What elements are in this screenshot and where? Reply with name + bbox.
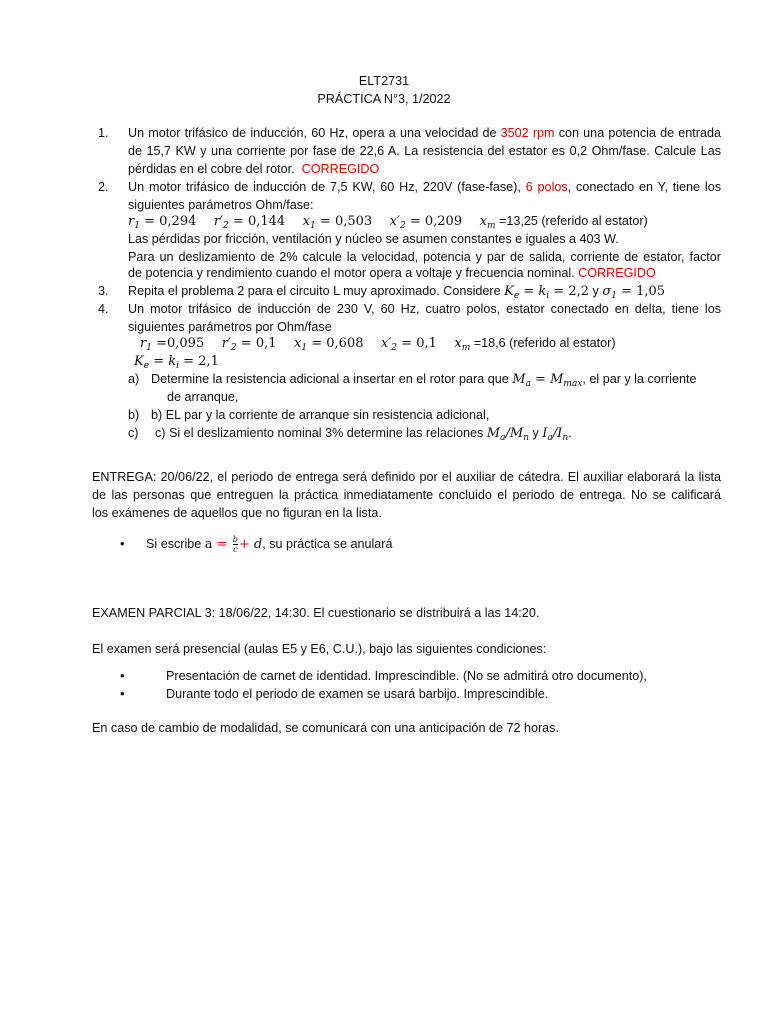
item-b-label: b) <box>128 408 140 422</box>
item-a-label: a) <box>128 372 140 386</box>
problem-2-text-cont: , conectado en Y, tiene los <box>567 180 721 194</box>
problem-1-line-1 <box>128 124 721 142</box>
item-a-text: Determine la resistencia adicional a insertar en el rotor para que <box>151 372 509 386</box>
problem-1-line-2: de 15,7 KW y una corriente por fase de 22,6 A. La resistencia del estator es 0,2 Ohm/fase. Calcule Las <box>128 144 721 158</box>
problem-2-text: Un motor trifásico de inducción de 7,5 KW, 60 Hz, 220V (fase-fase), <box>128 180 521 194</box>
conjunction: y <box>532 426 539 440</box>
problem-4-line-1: Un motor trifásico de inducción de 230 V, 60 Hz, cuatro polos, estator conectado en delta, tiene los <box>128 302 721 316</box>
problem-2-line-2: siguientes parámetros Ohm/fase: <box>128 198 314 212</box>
problem-2-params: $r_1 = 0,294$ $r'_2 = 0,144$ $x_1 = 0,503$ $x'_2 = 0,209$ $x_m =13,25$ (referido al estator) <box>128 214 648 231</box>
sigma-value: 1,05 <box>636 284 666 299</box>
problem-1-text-end: pérdidas en el cobre del rotor. <box>128 162 295 176</box>
problem-2-line-6 <box>128 264 656 282</box>
exam-line-1: EXAMEN PARCIAL 3: 18/06/22, 14:30. El cuestionario se distribuirá a las 14:20. <box>92 606 540 620</box>
corrected-tag: CORREGIDO <box>301 162 380 176</box>
problem-3-number: 3. <box>98 284 109 298</box>
problem-2-line-1 <box>128 178 721 196</box>
problem-4-params: $r_1 =0,095$ $r'_2 = 0,1$ $x_1 = 0,608$ $x'_2 = 0,1$ $x_m =18,6$ (referido al estator) <box>140 336 616 353</box>
exam-line-3: En caso de cambio de modalidad, se comunicará con una anticipación de 72 horas. <box>92 721 559 735</box>
x2-value: 0,1 <box>416 336 437 351</box>
r2-value: 0,144 <box>247 214 286 229</box>
item-a-text-cont: , el par y la corriente <box>582 372 697 386</box>
corrected-tag: CORREGIDO <box>578 266 656 280</box>
problem-3-text: Repita el problema 2 para el circuito L muy aproximado. Considere <box>128 284 501 298</box>
problem-2-number: 2. <box>98 180 109 194</box>
poles-highlight: 6 polos <box>525 180 568 194</box>
problem-3-line: Repita el problema 2 para el circuito L muy aproximado. Considere $K_e = k_i = 2,2$ y $\sigma_1 = 1,05$ <box>128 284 666 301</box>
r2-value: 0,1 <box>255 336 277 351</box>
problem-2-line-5: Para un deslizamiento de 2% calcule la velocidad, potencia y par de salida, corriente de estator, factor <box>128 250 721 264</box>
condition-1: Presentación de carnet de identidad. Imprescindible. (No se admitirá otro documento), <box>166 669 647 683</box>
speed-highlight: 3502 rpm <box>500 126 555 140</box>
xm-value: =18,6 (referido al estator) <box>473 336 616 350</box>
entrega-line-3: los exámenes de aquellos que no figuran en la lista. <box>92 506 382 520</box>
problem-2-text-end: de potencia y rendimiento cuando el motor opera a voltaje y frecuencia nominal. <box>128 266 575 280</box>
x2-value: 0,209 <box>424 214 463 229</box>
course-code: ELT2731 <box>358 74 410 88</box>
problem-4-k-line: $K_e = k_i = 2,1$ <box>134 354 219 371</box>
problem-4-number: 4. <box>98 302 109 316</box>
condition-2: Durante todo el periodo de examen se usará barbijo. Imprescindible. <box>166 687 549 701</box>
problem-1-number: 1. <box>98 126 109 140</box>
k-value: 2,2 <box>568 284 590 299</box>
item-c-label: c) <box>128 426 139 440</box>
item-c-line: c) Si el deslizamiento nominal 3% determine las relaciones $M_a/M_n$ y $I_a/I_n$. <box>155 426 572 443</box>
entrega-line-2: de las personas que entreguen la práctica inmediatamente concluido el periodo de entrega. No se calificará <box>92 488 721 502</box>
bullet-icon: • <box>120 668 125 683</box>
warning-text: Si escribe <box>146 537 202 551</box>
x1-value: 0,608 <box>326 336 364 351</box>
item-c-text: c) Si el deslizamiento nominal 3% determine las relaciones <box>155 426 484 440</box>
r1-value: 0,095 <box>167 336 205 351</box>
exam-line-2: El examen será presencial (aulas E5 y E6, C.U.), bajo las siguientes condiciones: <box>92 642 547 656</box>
item-b-text: b) EL par y la corriente de arranque sin resistencia adicional, <box>151 408 490 422</box>
conjunction: y <box>592 284 599 298</box>
problem-2-line-4: Las pérdidas por fricción, ventilación y núcleo se asumen constantes e iguales a 403 W. <box>128 232 619 246</box>
bullet-icon: • <box>120 686 125 701</box>
warning-line: Si escribe a = $\frac{b}{c}$ + d, su práctica se anulará <box>146 535 393 554</box>
problem-1-line-3 <box>128 160 379 178</box>
xm-value: =13,25 (referido al estator) <box>498 214 648 228</box>
entrega-line-1: ENTREGA: 20/06/22, el periodo de entrega será definido por el auxiliar de cátedra. El auxiliar elaborará la lista <box>92 470 721 484</box>
practice-title: PRÁCTICA N°3, 1/2022 <box>317 92 451 106</box>
warning-text-end: , su práctica se anulará <box>262 537 393 551</box>
r1-value: 0,294 <box>159 214 197 229</box>
bullet-icon: • <box>120 536 125 551</box>
item-a-line-1: Determine la resistencia adicional a insertar en el rotor para que $M_a = M_{max}$, el par y la corriente <box>151 372 697 389</box>
item-a-line-2: de arranque, <box>167 390 239 404</box>
k-value: 2,1 <box>198 354 219 369</box>
x1-value: 0,503 <box>334 214 373 229</box>
problem-4-line-2: siguientes parámetros por Ohm/fase <box>128 320 332 334</box>
problem-1-text-cont: con una potencia de entrada <box>558 126 722 140</box>
problem-1-text: Un motor trifásico de inducción, 60 Hz, opera a una velocidad de <box>128 126 497 140</box>
